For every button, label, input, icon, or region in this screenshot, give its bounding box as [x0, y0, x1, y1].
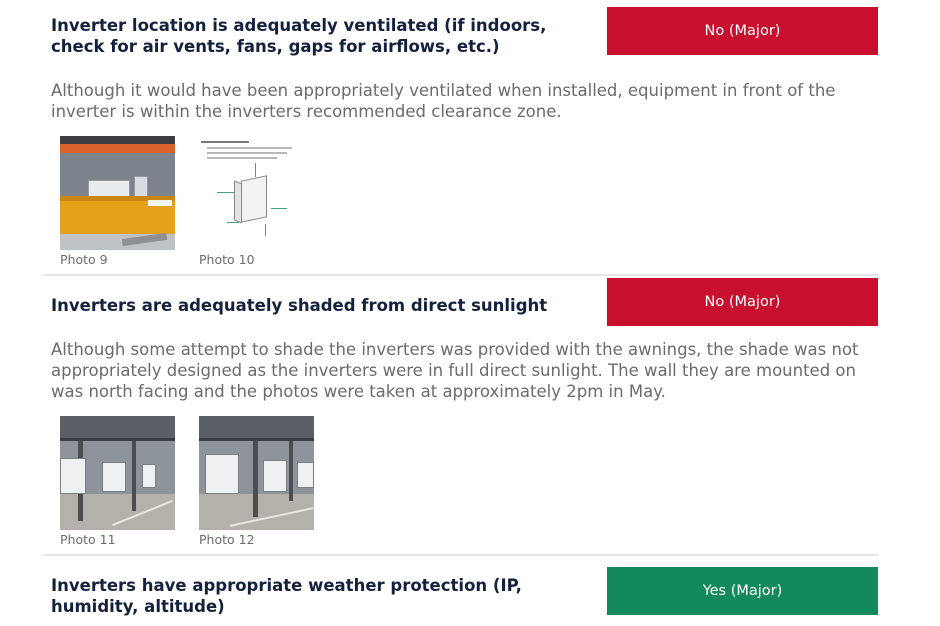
photo-11-image[interactable]	[60, 416, 175, 530]
comment-ventilation: Although it would have been appropriately ventilated when installed, equipment in front of the inverter is within the inverters recommended clearance zone.	[51, 81, 836, 121]
question-title-weather-protection: Inverters have appropriate weather protection (IP, humidity, altitude)	[51, 576, 522, 616]
section-divider	[43, 554, 878, 556]
section-divider	[43, 274, 878, 276]
photo-9-image[interactable]	[60, 136, 175, 250]
comment-shading: Although some attempt to shade the inverters was provided with the awnings, the shade was not appropriately designed as the inverters were in full direct sunlight. The wall they are mounted on was north facing and the photos were taken at approximately 2pm in May.	[51, 340, 859, 401]
photo-10-caption: Photo 10	[199, 252, 255, 267]
photo-9-caption: Photo 9	[60, 252, 108, 267]
photo-12-caption: Photo 12	[199, 532, 255, 547]
question-title-ventilation: Inverter location is adequately ventilated (if indoors, check for air vents, fans, gaps for airflows, etc.)	[51, 16, 547, 56]
photo-11-caption: Photo 11	[60, 532, 116, 547]
status-badge-shading: No (Major)	[607, 278, 878, 326]
question-title-shading: Inverters are adequately shaded from direct sunlight	[51, 296, 548, 315]
photo-12-image[interactable]	[199, 416, 314, 530]
status-badge-ventilation: No (Major)	[607, 7, 878, 55]
status-badge-weather-protection: Yes (Major)	[607, 567, 878, 615]
photo-10-image[interactable]	[199, 136, 314, 250]
